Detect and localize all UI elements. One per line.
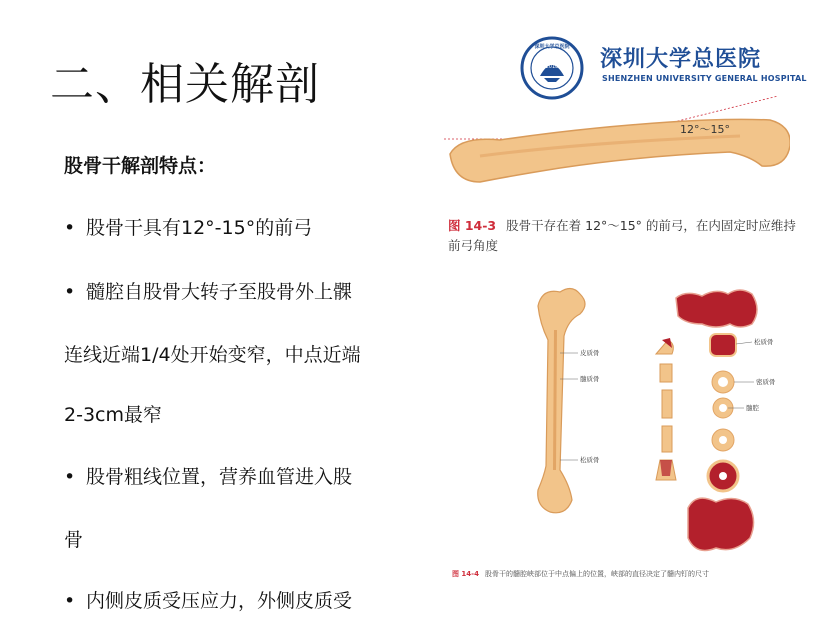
slide-title: 二、相关解剖 <box>50 59 320 110</box>
bullet-text: 连线近端1/4处开始变窄，中点近端 <box>64 344 361 366</box>
figure1-number: 图 14-3 <box>448 218 497 233</box>
hospital-name-cn: 深圳大学总医院 <box>600 46 762 72</box>
bow-angle-label: 12°～15° <box>680 123 730 136</box>
femur-shape <box>450 119 790 182</box>
figure1-caption <box>448 216 808 256</box>
hospital-name-en: SHENZHEN UNIVERSITY GENERAL HOSPITAL <box>602 74 807 83</box>
bullet-line-5 <box>64 462 352 489</box>
section-neck <box>710 334 736 356</box>
bullet-text: 股骨粗线位置，营养血管进入股 <box>86 466 353 488</box>
bullet-line-1 <box>64 213 312 240</box>
bullet-line-2 <box>64 277 352 304</box>
section-head <box>676 290 757 327</box>
bullet-line-7 <box>64 586 352 613</box>
label-cancellous-bone-right: 松质骨 <box>754 338 774 346</box>
bullet-dot: • <box>64 281 76 303</box>
section-condyle <box>688 498 754 550</box>
bullet-dot: • <box>64 466 76 488</box>
figure2-number: 图 14-4 <box>452 570 479 578</box>
bullet-dot: • <box>64 217 76 239</box>
bullet-text: 2-3cm最窄 <box>64 404 162 426</box>
label-marrow-cavity: 髓腔 <box>746 404 759 412</box>
bullet-dot: • <box>64 590 76 612</box>
bullet-text: 髓腔自股骨大转子至股骨外上髁 <box>86 281 353 303</box>
femur-whole <box>538 288 585 512</box>
bullet-line-3 <box>64 340 361 367</box>
label-cancellous-bone: 松质骨 <box>580 456 600 464</box>
figure2-caption <box>452 569 709 579</box>
label-medullary-bone: 髓质骨 <box>580 375 600 383</box>
emblem-text: 深圳大学总医院 <box>534 44 570 50</box>
hospital-logo <box>520 36 807 100</box>
emblem-year: 2018 <box>545 64 559 70</box>
bullet-text: 内侧皮质受压应力，外侧皮质受 <box>86 590 353 612</box>
label-cortical-bone: 皮质骨 <box>580 349 600 357</box>
bullet-text: 股骨干具有12°-15°的前弓 <box>86 217 313 239</box>
section-subtitle: 股骨干解剖特点： <box>64 155 217 177</box>
bullet-line-6 <box>64 525 83 552</box>
bullet-text: 骨 <box>64 529 84 551</box>
bullet-line-4 <box>64 400 162 427</box>
label-dense-bone: 密质骨 <box>756 378 776 386</box>
figure1-text: 股骨干存在着 12°～15° 的前弓，在内固定时应维持前弓角度 <box>448 218 796 253</box>
femur-section-figure <box>520 280 790 558</box>
figure2-text: 股骨干的髓腔峡部位于中点偏上的位置，峡部的直径决定了髓内钉的尺寸 <box>484 570 709 578</box>
hospital-emblem-icon <box>520 36 590 100</box>
femur-bow-figure <box>440 96 790 206</box>
